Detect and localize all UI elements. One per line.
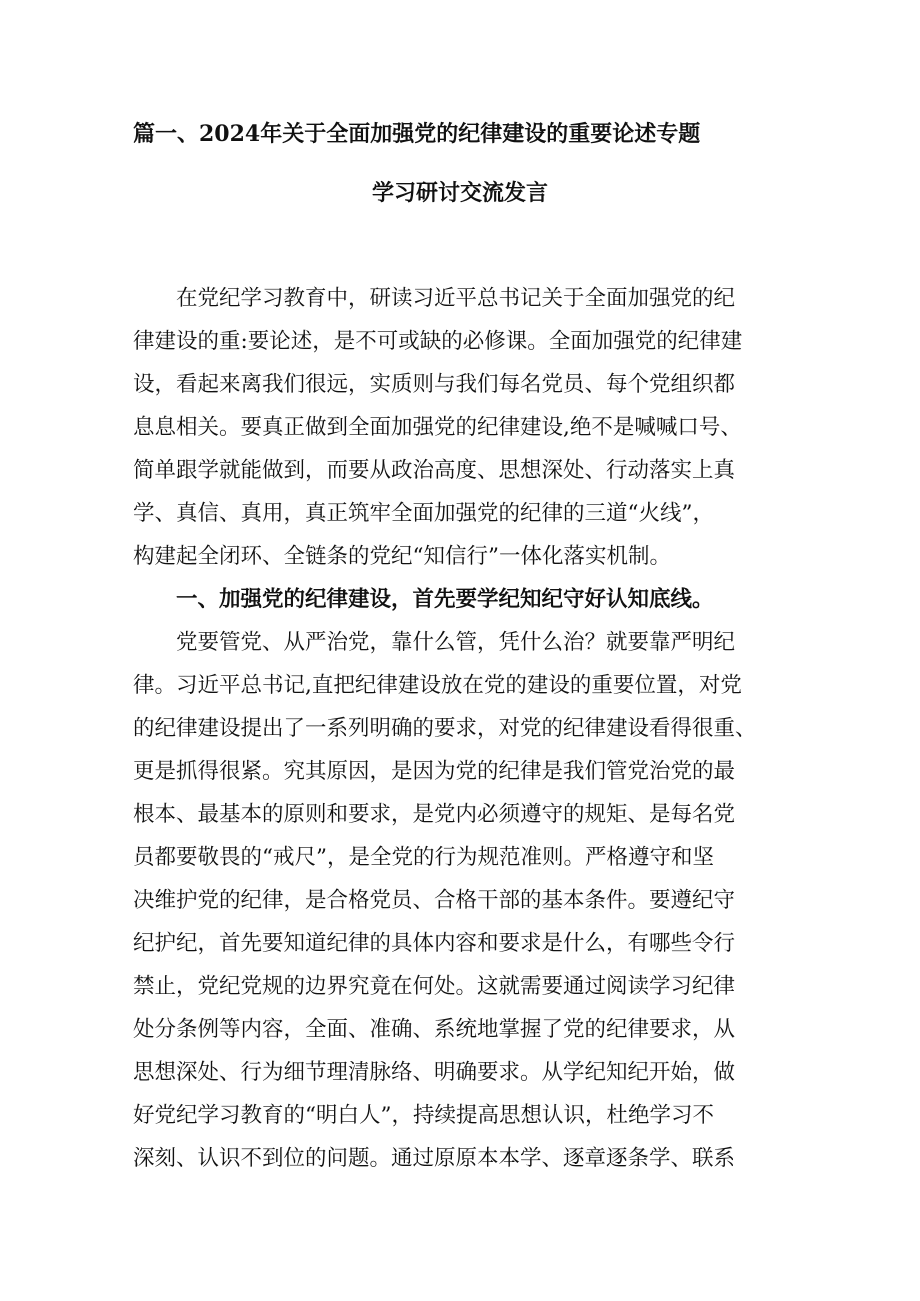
document-title-line-2: 学习研讨交流发言 xyxy=(371,180,548,206)
paragraph-intro-line: 息息相关。要真正做到全面加强党的纪律建设,绝不是喊喊口号、 xyxy=(133,415,742,440)
paragraph-section-1-line: 思想深处、行为细节理清脉络、明确要求。从学纪知纪开始，做 xyxy=(133,1060,736,1085)
document-title-line-1: 篇一、2024年关于全面加强党的纪律建设的重要论述专题 xyxy=(133,121,701,147)
paragraph-intro-line: 构建起全闭环、全链条的党纪“知信行”一体化落实机制。 xyxy=(133,544,671,569)
paragraph-section-1-line: 决维护党的纪律，是合格党员、合格干部的基本条件。要遵纪守 xyxy=(133,888,736,913)
paragraph-section-1-line: 纪护纪，首先要知道纪律的具体内容和要求是什么，有哪些令行 xyxy=(133,931,736,956)
paragraph-section-1-line: 律。习近平总书记,直把纪律建设放在党的建设的重要位置，对党 xyxy=(133,673,742,698)
paragraph-intro-line: 设，看起来离我们很远，实质则与我们每名党员、每个党组织都 xyxy=(133,372,736,397)
paragraph-intro-line: 律建设的重:要论述，是不可或缺的必修课。全面加强党的纪律建 xyxy=(133,329,743,354)
paragraph-section-1-line: 的纪律建设提出了一系列明确的要求，对党的纪律建设看得很重、 xyxy=(133,716,757,741)
paragraph-intro xyxy=(133,277,793,578)
paragraph-section-1-line: 更是抓得很紧。究其原因，是因为党的纪律是我们管党治党的最 xyxy=(133,759,736,784)
paragraph-intro-line: 在党纪学习教育中，研读习近平总书记关于全面加强党的纪 xyxy=(176,286,736,311)
paragraph-section-1-line: 深刻、认识不到位的问题。通过原原本本学、逐章逐条学、联系 xyxy=(133,1146,736,1171)
paragraph-intro-line: 学、真信、真用，真正筑牢全面加强党的纪律的三道“火线”， xyxy=(133,501,714,526)
paragraph-section-1-line: 处分条例等内容，全面、准确、系统地掌握了党的纪律要求，从 xyxy=(133,1017,736,1042)
paragraph-section-1-line: 党要管党、从严治党，靠什么管，凭什么治？就要靠严明纪 xyxy=(176,630,736,655)
paragraph-section-1 xyxy=(133,621,793,1180)
paragraph-section-1-line: 根本、最基本的原则和要求，是党内必须遵守的规矩、是每名党 xyxy=(133,802,736,827)
section-heading-1: 一、加强党的纪律建设，首先要学纪知纪守好认知底线。 xyxy=(176,587,714,612)
paragraph-section-1-line: 好党纪学习教育的“明白人”，持续提高思想认识，杜绝学习不 xyxy=(133,1103,714,1128)
paragraph-section-1-line: 禁止，党纪党规的边界究竟在何处。这就需要通过阅读学习纪律 xyxy=(133,974,736,999)
document-body xyxy=(133,277,793,1180)
paragraph-section-1-line: 员都要敬畏的“戒尺”，是全党的行为规范准则。严格遵守和坚 xyxy=(133,845,714,870)
paragraph-intro-line: 简单跟学就能做到，而要从政治高度、思想深处、行动落实上真 xyxy=(133,458,736,483)
